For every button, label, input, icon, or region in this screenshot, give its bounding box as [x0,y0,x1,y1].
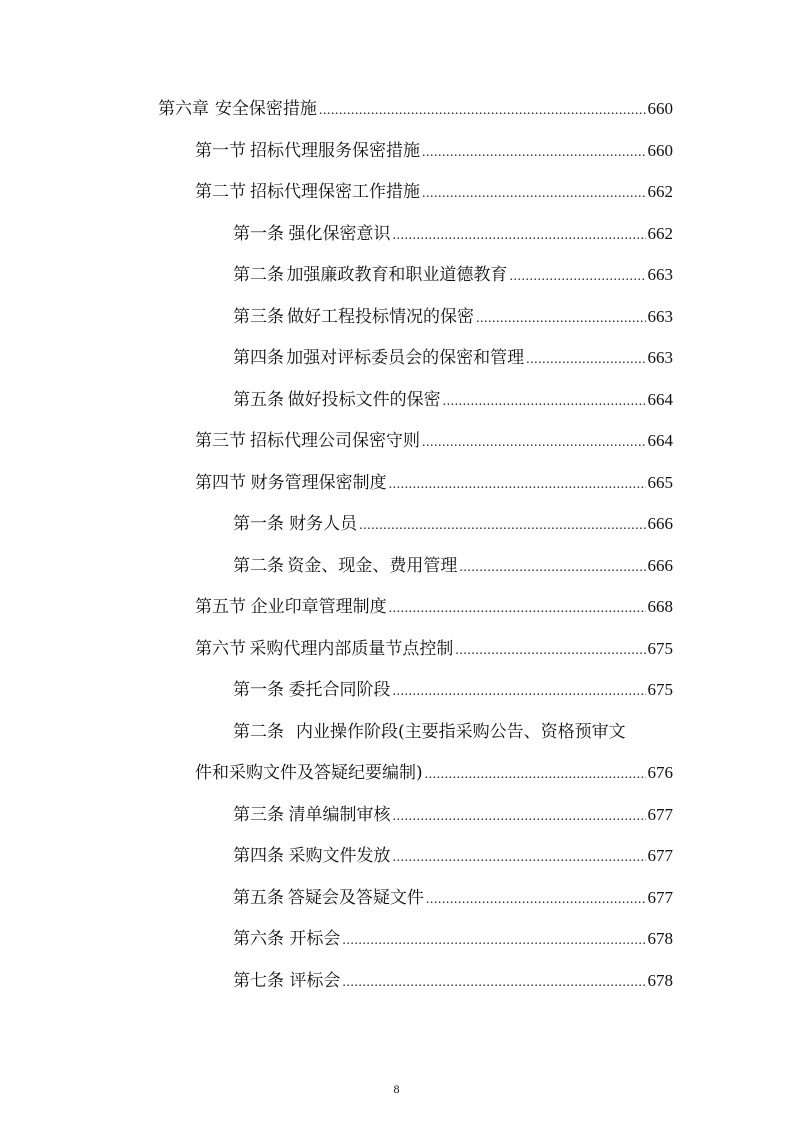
toc-entry-page: 676 [647,763,673,782]
toc-entry-number: 第六章 [158,99,209,119]
toc-entry-page: 675 [647,680,673,699]
toc-leader-dots [342,968,645,998]
toc-entry[interactable] [195,634,673,664]
toc-entry-title: 答疑会及答疑文件 [287,888,424,908]
toc-entry-title: 招标代理保密工作措施 [249,182,420,202]
toc-entry-page: 677 [647,846,673,865]
toc-leader-dots [476,304,645,334]
toc-entry-number: 第六条 [233,929,284,949]
toc-entry-title: 财务人员 [289,514,358,534]
toc-leader-dots [393,221,646,251]
toc-entry-number: 第三条 [233,805,284,825]
toc-entry-title: 开标会 [289,929,341,949]
toc-entry-page: 675 [647,639,673,658]
toc-entry[interactable] [233,385,673,415]
toc-entry-page: 663 [647,348,673,367]
toc-entry-title: 采购代理内部质量节点控制 [249,639,454,659]
toc-entry-title: 企业印章管理制度 [250,597,387,617]
toc-entry[interactable] [233,260,673,290]
toc-entry-number: 第一条 [233,514,284,534]
toc-entry-number: 第七条 [233,971,284,991]
toc-leader-dots [526,345,645,375]
toc-entry-wrapped[interactable] [233,717,673,747]
toc-entry-page: 678 [647,929,673,948]
toc-entry-title: 财务管理保密制度 [250,473,387,493]
toc-entry-title-continued: 件和采购文件及答疑纪要编制) [195,763,423,783]
toc-entry-title: 强化保密意识 [288,224,391,244]
toc-entry-page: 664 [647,390,673,409]
toc-entry[interactable] [233,966,673,996]
toc-entry-page: 660 [647,99,673,118]
toc-entry-page: 666 [647,556,673,575]
toc-entry-title: 招标代理服务保密措施 [249,141,420,161]
toc-entry[interactable] [195,136,673,166]
toc-leader-dots [425,760,646,790]
toc-leader-dots [393,843,646,873]
toc-entry[interactable] [233,219,673,249]
toc-entry-page: 668 [647,597,673,616]
toc-entry-title: 资金、现金、费用管理 [287,556,458,576]
toc-entry-number: 第二条 [233,722,284,742]
toc-leader-dots [422,179,646,209]
toc-leader-dots [509,262,645,292]
toc-entry[interactable] [233,509,673,539]
toc-entry[interactable] [195,592,673,622]
toc-entry-number: 第二条 [233,265,284,285]
toc-leader-dots [443,387,646,417]
toc-leader-dots [422,428,646,458]
toc-leader-dots [393,677,646,707]
toc-entry-number: 第二条 [233,556,284,576]
toc-entry[interactable] [233,841,673,871]
toc-entry[interactable] [195,177,673,207]
toc-entry-page: 677 [647,805,673,824]
toc-leader-dots [319,96,646,126]
toc-leader-dots [459,553,645,583]
toc-entry-number: 第一条 [233,224,284,244]
toc-entry-number: 第二节 [195,182,246,202]
toc-entry-title: 清单编制审核 [288,805,391,825]
toc-entry-page: 677 [647,888,673,907]
toc-entry-title: 评标会 [289,971,341,991]
toc-entry-title: 委托合同阶段 [288,680,391,700]
page-number: 8 [393,1082,400,1096]
toc-leader-dots [455,636,645,666]
toc-entry[interactable] [195,468,673,498]
toc-leader-dots [393,802,646,832]
toc-entry[interactable] [233,302,673,332]
toc-leader-dots [426,885,646,915]
toc-entry-number: 第四条 [233,846,284,866]
toc-entry[interactable] [233,675,673,705]
toc-entry-continuation[interactable] [195,758,673,788]
toc-entry-title: 做好工程投标情况的保密 [287,307,475,327]
toc-entry-number: 第五条 [233,390,284,410]
toc-leader-dots [422,138,646,168]
toc-entry-page: 662 [647,224,673,243]
toc-entry[interactable] [233,800,673,830]
toc-entry[interactable] [158,94,673,124]
toc-entry-page: 665 [647,473,673,492]
toc-entry[interactable] [233,551,673,581]
toc-entry-number: 第一节 [195,141,246,161]
toc-entry[interactable] [233,883,673,913]
toc-entry-title: 招标代理公司保密守则 [249,431,420,451]
toc-entry-number: 第六节 [195,639,246,659]
toc-entry-page: 662 [647,182,673,201]
toc-entry-number: 第四条 [233,348,284,368]
toc-entry-title: 内业操作阶段(主要指采购公告、资格预审文 [296,722,626,742]
toc-entry-title: 做好投标文件的保密 [287,390,441,410]
toc-leader-dots [389,470,646,500]
toc-entry-page: 666 [647,514,673,533]
toc-entry-page: 664 [647,431,673,450]
toc-entry-title: 采购文件发放 [288,846,391,866]
toc-entry-number: 第三条 [233,307,284,327]
toc-entry[interactable] [233,924,673,954]
toc-entry-number: 第五节 [195,597,246,617]
toc-entry-title: 加强对评标委员会的保密和管理 [286,348,525,368]
toc-entry-title: 安全保密措施 [214,99,317,119]
toc-entry-page: 663 [647,307,673,326]
toc-entry-page: 663 [647,265,673,284]
toc-entry[interactable] [195,426,673,456]
toc-entry-title: 加强廉政教育和职业道德教育 [286,265,508,285]
toc-entry-number: 第四节 [195,473,246,493]
toc-leader-dots [359,511,645,541]
toc-leader-dots [342,926,645,956]
toc-entry-number: 第三节 [195,431,246,451]
toc-entry-number: 第五条 [233,888,284,908]
toc-entry-page: 678 [647,971,673,990]
toc-entry[interactable] [233,343,673,373]
toc-entry-page: 660 [647,141,673,160]
toc-leader-dots [389,594,646,624]
toc-entry-number: 第一条 [233,680,284,700]
